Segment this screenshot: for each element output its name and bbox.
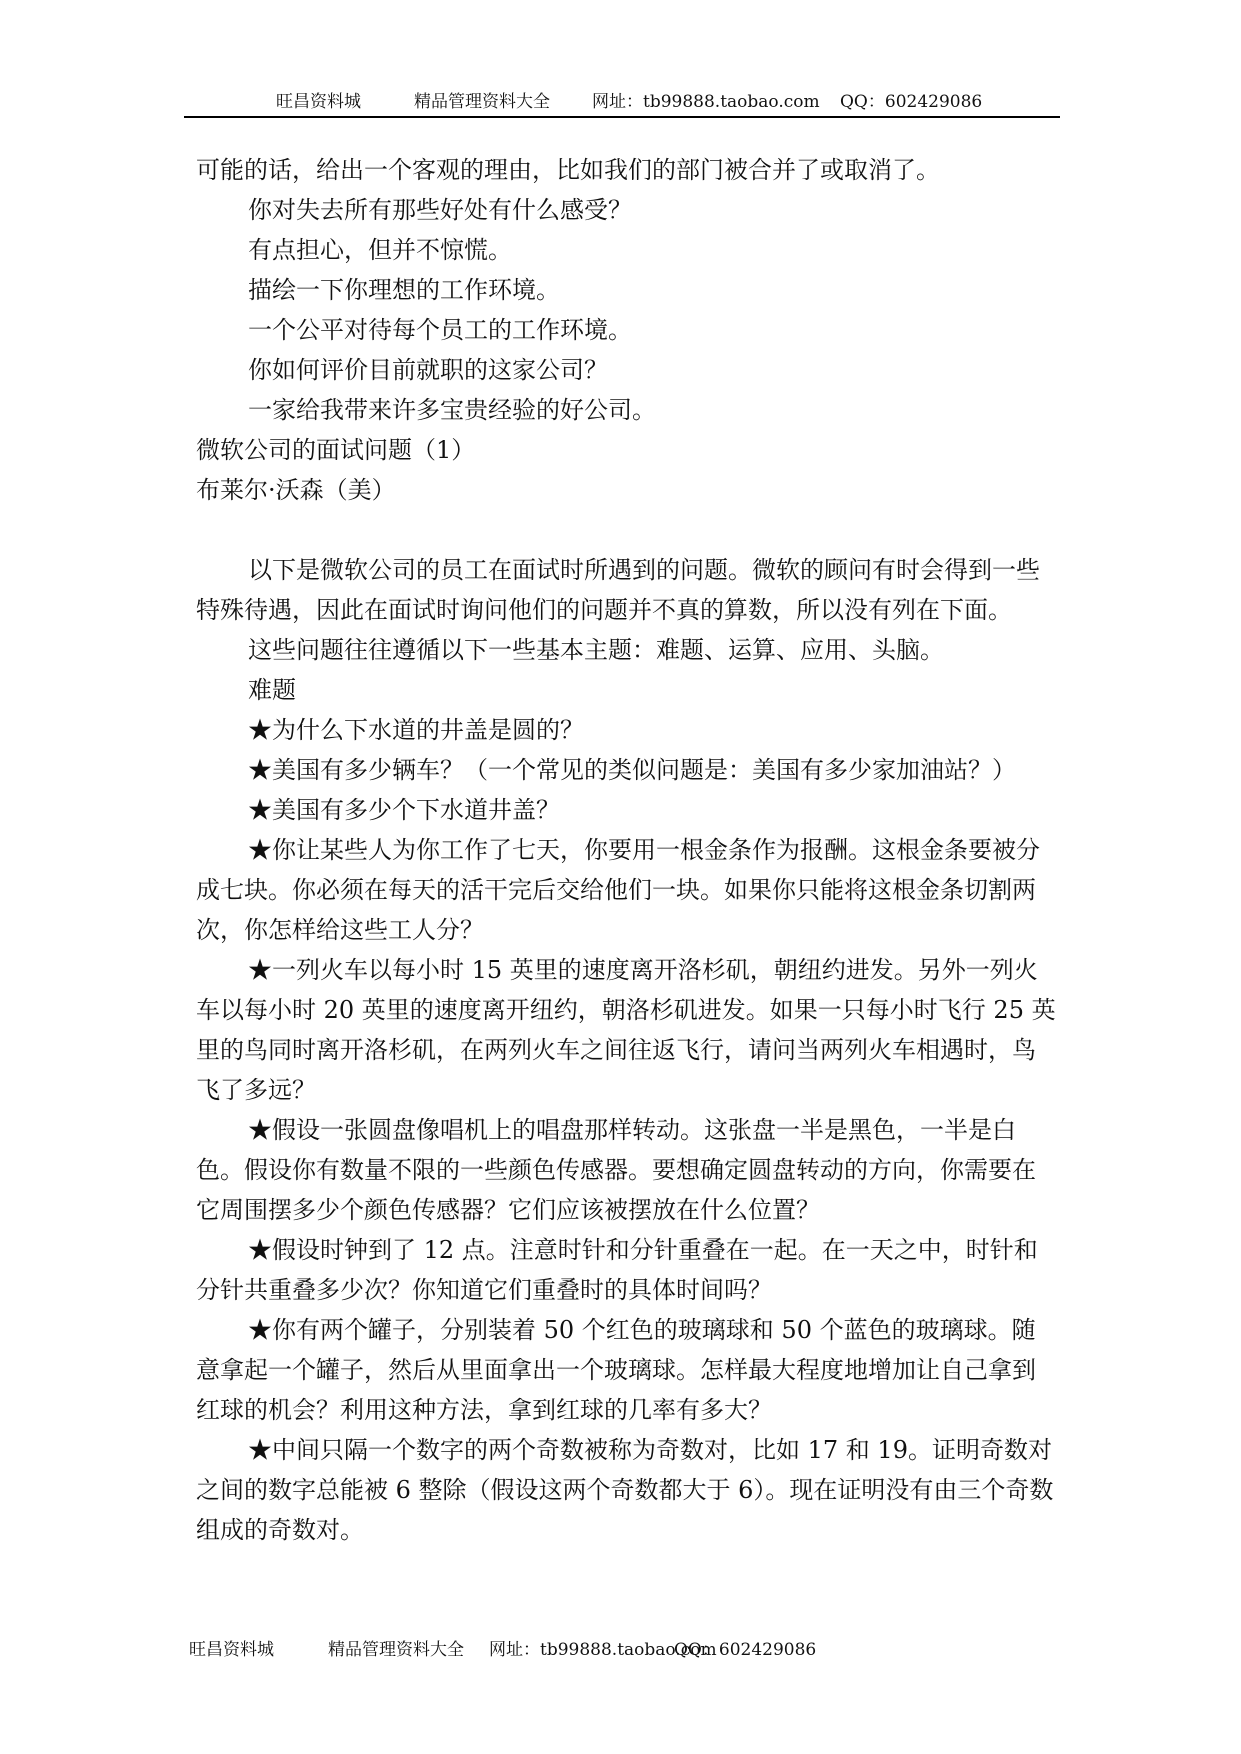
question-item: ★假设一张圆盘像唱机上的唱盘那样转动。这张盘一半是黑色，一半是白色。假设你有数量不限的一些颜色传感器。要想确定圆盘转动的方向，你需要在它周围摆多少个颜色传感器？它们应该被摆放在什么位置？ xyxy=(196,1116,1036,1224)
paragraph: 有点担心，但并不惊慌。 xyxy=(248,236,512,264)
paragraph: 你如何评价目前就职的这家公司？ xyxy=(248,356,608,384)
header-collection: 精品管理资料大全 xyxy=(414,92,550,112)
header-shop-name: 旺昌资料城 xyxy=(276,92,361,112)
page-footer xyxy=(189,1636,949,1664)
paragraph: 一个公平对待每个员工的工作环境。 xyxy=(248,316,632,344)
header-qq: QQ：602429086 xyxy=(840,92,983,112)
article-author: 布莱尔·沃森（美） xyxy=(196,476,396,504)
article-title: 微软公司的面试问题（1） xyxy=(196,436,476,464)
question-item: ★美国有多少个下水道井盖？ xyxy=(248,796,560,824)
paragraph: 可能的话，给出一个客观的理由，比如我们的部门被合并了或取消了。 xyxy=(196,156,940,184)
paragraph: 描绘一下你理想的工作环境。 xyxy=(248,276,560,304)
question-item: ★一列火车以每小时 15 英里的速度离开洛杉矶，朝纽约进发。另外一列火车以每小时 20 英里的速度离开纽约，朝洛杉矶进发。如果一只每小时飞行 25 英里的鸟同时离开洛杉矶，在两列火车之间往返飞行，请问当两列火车相遇时，鸟飞了多远？ xyxy=(196,956,1056,1104)
footer-qq: QQ：602429086 xyxy=(674,1640,817,1660)
question-item: ★你让某些人为你工作了七天，你要用一根金条作为报酬。这根金条要被分成七块。你必须在每天的活干完后交给他们一块。如果你只能将这根金条切割两次，你怎样给这些工人分？ xyxy=(196,836,1040,944)
paragraph: 这些问题往往遵循以下一些基本主题：难题、运算、应用、头脑。 xyxy=(248,636,944,664)
question-item: ★你有两个罐子，分别装着 50 个红色的玻璃球和 50 个蓝色的玻璃球。随意拿起一个罐子，然后从里面拿出一个玻璃球。怎样最大程度地增加让自己拿到红球的机会？利用这种方法，拿到红球的几率有多大？ xyxy=(196,1316,1036,1424)
paragraph: 以下是微软公司的员工在面试时所遇到的问题。微软的顾问有时会得到一些特殊待遇，因此在面试时询问他们的问题并不真的算数，所以没有列在下面。 xyxy=(196,556,1040,624)
footer-shop-name: 旺昌资料城 xyxy=(189,1640,274,1660)
question-item: ★假设时钟到了 12 点。注意时针和分针重叠在一起。在一天之中，时针和分针共重叠多少次？你知道它们重叠时的具体时间吗？ xyxy=(196,1236,1038,1304)
document-body xyxy=(196,150,1056,1550)
footer-url: 网址：tb99888.taobao.com xyxy=(489,1640,717,1660)
blank-line xyxy=(196,510,1056,550)
question-item: ★为什么下水道的井盖是圆的？ xyxy=(248,716,584,744)
paragraph: 你对失去所有那些好处有什么感受？ xyxy=(248,196,632,224)
question-item: ★美国有多少辆车？（一个常见的类似问题是：美国有多少家加油站？） xyxy=(248,756,1016,784)
footer-collection: 精品管理资料大全 xyxy=(328,1640,464,1660)
header-url: 网址：tb99888.taobao.com xyxy=(592,92,820,112)
question-item: ★中间只隔一个数字的两个奇数被称为奇数对，比如 17 和 19。证明奇数对之间的数字总能被 6 整除（假设这两个奇数都大于 6）。现在证明没有由三个奇数组成的奇数对。 xyxy=(196,1436,1054,1544)
section-heading: 难题 xyxy=(248,676,296,704)
page-header xyxy=(184,88,1060,118)
paragraph: 一家给我带来许多宝贵经验的好公司。 xyxy=(248,396,656,424)
